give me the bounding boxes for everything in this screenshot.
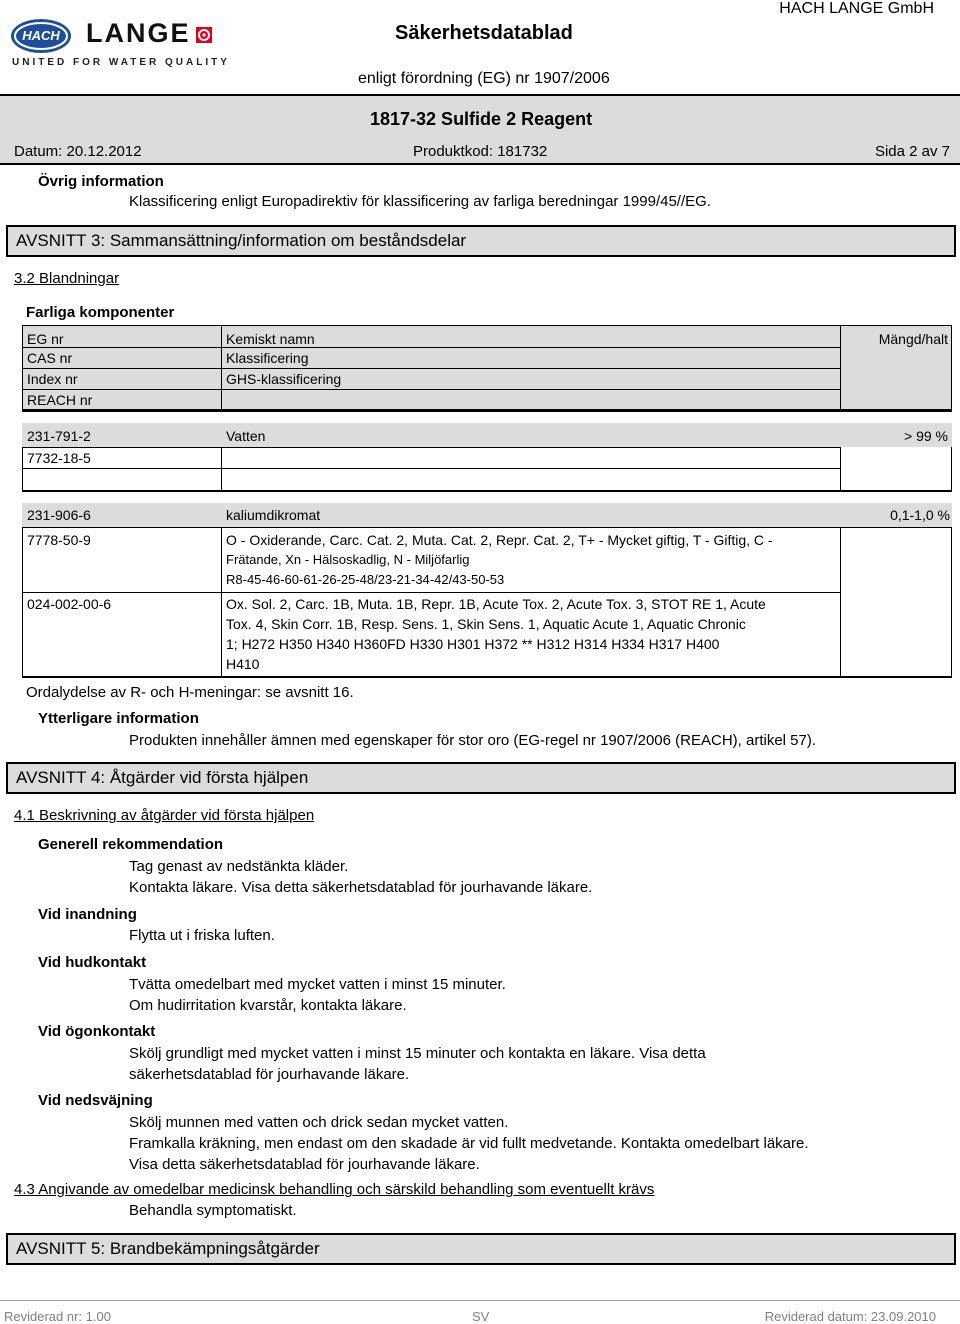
- col-index-nr: Index nr: [27, 371, 78, 387]
- col-reach-nr: REACH nr: [27, 392, 93, 408]
- table-row-amount: 0,1-1,0 %: [890, 507, 950, 523]
- col-rule: [951, 325, 952, 411]
- col-rule: [221, 527, 222, 677]
- document-title: Säkerhetsdatablad: [395, 22, 573, 44]
- ghs-line: Ox. Sol. 2, Carc. 1B, Muta. 1B, Repr. 1B, Acute Tox. 2, Acute Tox. 3, STOT RE 1, Acute: [226, 596, 766, 612]
- ingestion-line: Framkalla kräkning, men endast om den skadade är vid fullt medvetande. Kontakta omedelbart läkare.: [129, 1135, 809, 1152]
- section4-title: AVSNITT 4: Åtgärder vid första hjälpen: [16, 768, 309, 787]
- eye-contact-line: Skölj grundligt med mycket vatten i minst 15 minuter och kontakta en läkare. Visa detta: [129, 1045, 706, 1062]
- col-rule: [840, 527, 841, 677]
- table-row-cas: 7732-18-5: [27, 450, 91, 466]
- col-rule: [840, 325, 841, 411]
- ghs-line: H410: [226, 656, 260, 672]
- section3-subheading: 3.2 Blandningar: [14, 270, 120, 287]
- col-rule: [221, 325, 222, 411]
- general-advice-line: Kontakta läkare. Visa detta säkerhetsdatablad för jourhavande läkare.: [129, 879, 593, 896]
- skin-contact-label: Vid hudkontakt: [38, 954, 147, 971]
- further-info-text: Produkten innehåller ämnen med egenskaper för stor oro (EG-regel nr 1907/2006 (REACH), artikel 57).: [129, 732, 817, 749]
- language-code: SV: [472, 1309, 490, 1324]
- header-band-bottom-rule: [0, 163, 960, 165]
- section4-subheading-1: 4.1 Beskrivning av åtgärder vid första hjälpen: [14, 807, 315, 824]
- wording-note: Ordalydelse av R- och H-meningar: se avsnitt 16.: [26, 684, 354, 701]
- page-number: Sida 2 av 7: [874, 143, 950, 160]
- col-rule: [22, 527, 23, 677]
- col-amount: Mängd/halt: [878, 331, 948, 347]
- table-row-cas: 7778-50-9: [27, 532, 91, 548]
- header-band-top-rule: [0, 94, 960, 96]
- col-eg-nr: EG nr: [27, 331, 64, 347]
- table-row-name: Vatten: [226, 428, 266, 444]
- lange-logo-mark: [196, 27, 212, 43]
- col-ghs-classification: GHS-klassificering: [226, 371, 342, 387]
- table-top-rule: [22, 325, 952, 326]
- section5-title: AVSNITT 5: Brandbekämpningsåtgärder: [16, 1239, 320, 1258]
- eye-contact-line: säkerhetsdatablad för jourhavande läkare.: [129, 1066, 410, 1083]
- row-water-band: [22, 423, 952, 447]
- skin-contact-line: Om hudirritation kvarstår, kontakta läkare.: [129, 997, 407, 1014]
- revised-date: Reviderad datum: 23.09.2010: [764, 1309, 936, 1324]
- header-row-rule: [22, 389, 840, 390]
- col-rule: [840, 447, 841, 491]
- ingestion-label: Vid nedsväjning: [38, 1092, 153, 1109]
- row-rule: [22, 527, 952, 528]
- col-rule: [221, 447, 222, 491]
- product-title: 1817-32 Sulfide 2 Reagent: [370, 109, 593, 129]
- table-row-amount: > 99 %: [904, 428, 948, 444]
- section4-heading: [6, 762, 956, 794]
- row-rule: [22, 468, 840, 469]
- ingestion-line: Skölj munnen med vatten och drick sedan mycket vatten.: [129, 1114, 509, 1131]
- col-rule: [22, 447, 23, 491]
- table-row-eg: 231-906-6: [27, 507, 91, 523]
- row-dichromate-band: [22, 503, 952, 527]
- ghs-line: 1; H272 H350 H340 H360FD H330 H301 H372 ** H312 H314 H334 H317 H400: [226, 636, 720, 652]
- hazardous-components-label: Farliga komponenter: [26, 304, 175, 321]
- header-row-rule: [22, 347, 840, 348]
- table-row-name: kaliumdikromat: [226, 507, 321, 523]
- revision-number: Reviderad nr: 1.00: [4, 1309, 111, 1324]
- col-rule: [22, 325, 23, 411]
- skin-contact-line: Tvätta omedelbart med mycket vatten i minst 15 minuter.: [129, 976, 506, 993]
- hach-logo-text: HACH: [22, 28, 60, 43]
- inhalation-line: Flytta ut i friska luften.: [129, 927, 275, 944]
- col-rule: [951, 527, 952, 677]
- section5-heading: [6, 1233, 956, 1265]
- regulation-text: enligt förordning (EG) nr 1907/2006: [358, 70, 610, 87]
- section4-subheading-3: 4.3 Angivande av omedelbar medicinsk behandling och särskild behandling som eventuellt krävs: [14, 1181, 655, 1198]
- eye-contact-label: Vid ögonkontakt: [38, 1023, 156, 1040]
- other-info-text: Klassificering enligt Europadirektiv för klassificering av farliga beredningar 1999/45//EG.: [129, 193, 711, 210]
- section3-heading: [6, 225, 956, 257]
- other-info-label: Övrig information: [38, 173, 164, 190]
- document-date: Datum: 20.12.2012: [14, 143, 142, 160]
- table-row-index: 024-002-00-6: [27, 596, 112, 612]
- hach-logo: [10, 18, 72, 54]
- classification-line: R8-45-46-60-61-26-25-48/23-21-34-42/43-50-53: [226, 572, 505, 587]
- col-chemical-name: Kemiskt namn: [226, 331, 315, 347]
- general-advice-label: Generell rekommendation: [38, 836, 224, 853]
- row-rule: [22, 490, 952, 492]
- further-info-label: Ytterligare information: [38, 710, 199, 727]
- ghs-line: Tox. 4, Skin Corr. 1B, Resp. Sens. 1, Skin Sens. 1, Aquatic Acute 1, Aquatic Chronic: [226, 616, 746, 632]
- row-rule: [22, 592, 840, 593]
- table-row-eg: 231-791-2: [27, 428, 91, 444]
- company-name: HACH LANGE GmbH: [779, 0, 934, 17]
- col-classification: Klassificering: [226, 350, 309, 366]
- lange-brand: LANGE: [86, 18, 191, 48]
- footer-rule: [0, 1300, 960, 1301]
- classification-line: O - Oxiderande, Carc. Cat. 2, Muta. Cat. 2, Repr. Cat. 2, T+ - Mycket giftig, T - Giftig, C -: [226, 532, 773, 548]
- row-rule: [22, 676, 952, 678]
- classification-line: Frätande, Xn - Hälsoskadlig, N - Miljöfarlig: [226, 552, 470, 567]
- col-cas-nr: CAS nr: [27, 350, 73, 366]
- brand-tagline: UNITED FOR WATER QUALITY: [12, 57, 230, 68]
- general-advice-line: Tag genast av nedstänkta kläder.: [129, 858, 349, 875]
- section3-title: AVSNITT 3: Sammansättning/information om beståndsdelar: [16, 231, 467, 250]
- row-rule: [22, 447, 840, 448]
- product-code: Produktkod: 181732: [413, 143, 548, 160]
- ingestion-line: Visa detta säkerhetsdatablad för jourhavande läkare.: [129, 1156, 480, 1173]
- inhalation-label: Vid inandning: [38, 906, 137, 923]
- header-row-rule: [22, 368, 840, 369]
- col-rule: [951, 447, 952, 491]
- treatment-text: Behandla symptomatiskt.: [129, 1202, 297, 1219]
- table-header-rule: [22, 409, 952, 412]
